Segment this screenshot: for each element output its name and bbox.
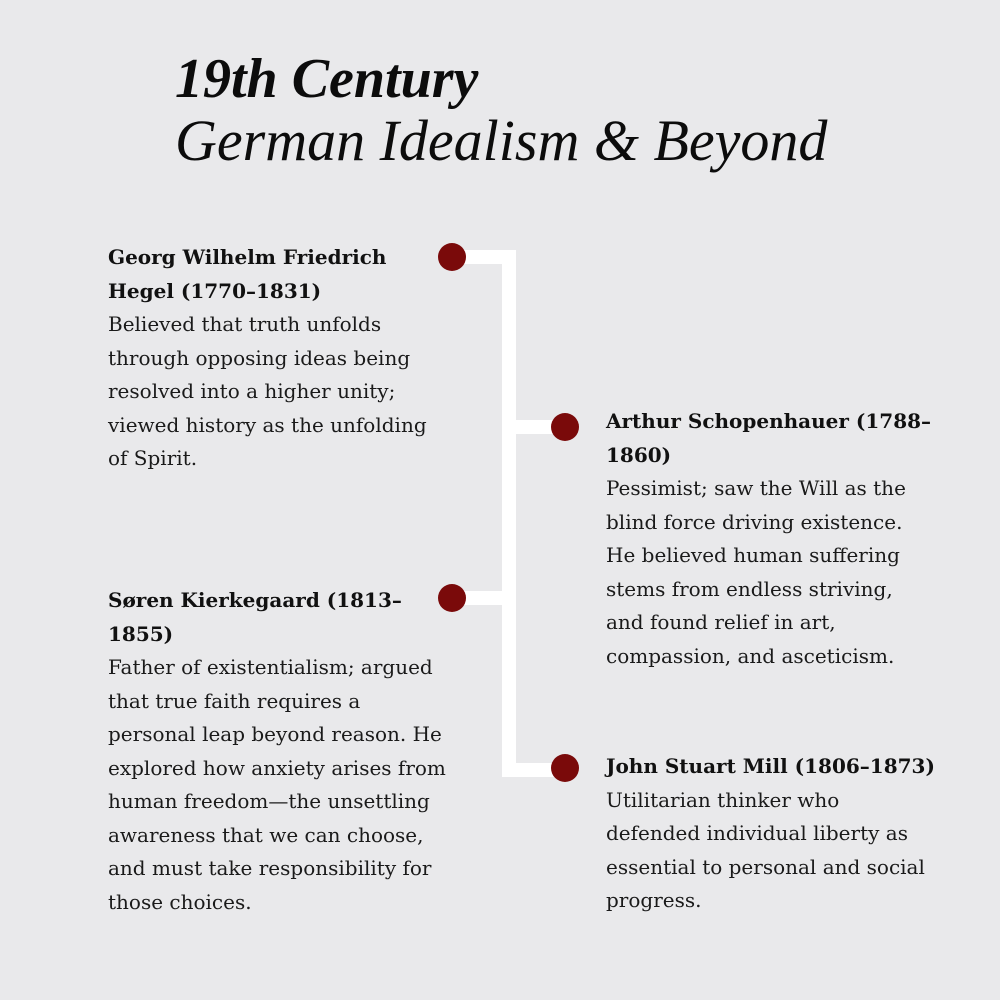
entry-kierkegaard xyxy=(108,584,448,919)
timeline-dot-hegel xyxy=(438,243,466,271)
title-line-2: German Idealism & Beyond xyxy=(175,108,828,173)
entry-name: John Stuart Mill (1806–1873) xyxy=(606,754,935,778)
entry-name: Arthur Schopenhauer (1788–1860) xyxy=(606,409,932,467)
timeline-spine xyxy=(452,257,565,770)
entry-schopenhauer xyxy=(606,405,936,673)
entry-name: Søren Kierkegaard (1813–1855) xyxy=(108,588,402,646)
entry-mill xyxy=(606,750,936,918)
entry-description: Pessimist; saw the Will as the blind force driving existence. He believed human suffering stems from endless striving, and found relief in art, compassion, and asceticism. xyxy=(606,476,906,668)
entry-hegel xyxy=(108,241,428,476)
entry-description: Utilitarian thinker who defended individual liberty as essential to personal and social progress. xyxy=(606,787,925,912)
entry-name: Georg Wilhelm Friedrich Hegel (1770–1831) xyxy=(108,245,387,303)
entry-description: Father of existentialism; argued that true faith requires a personal leap beyond reason. He explored how anxiety arises from human freedom—the unsettling awareness that we can choose, and must take responsibility for those choices. xyxy=(108,655,446,914)
timeline-dot-mill xyxy=(551,754,579,782)
title-line-1: 19th Century xyxy=(175,48,479,110)
timeline-dot-schopenhauer xyxy=(551,413,579,441)
entry-description: Believed that truth unfolds through opposing ideas being resolved into a higher unity; viewed history as the unfolding of Spirit. xyxy=(108,312,427,470)
